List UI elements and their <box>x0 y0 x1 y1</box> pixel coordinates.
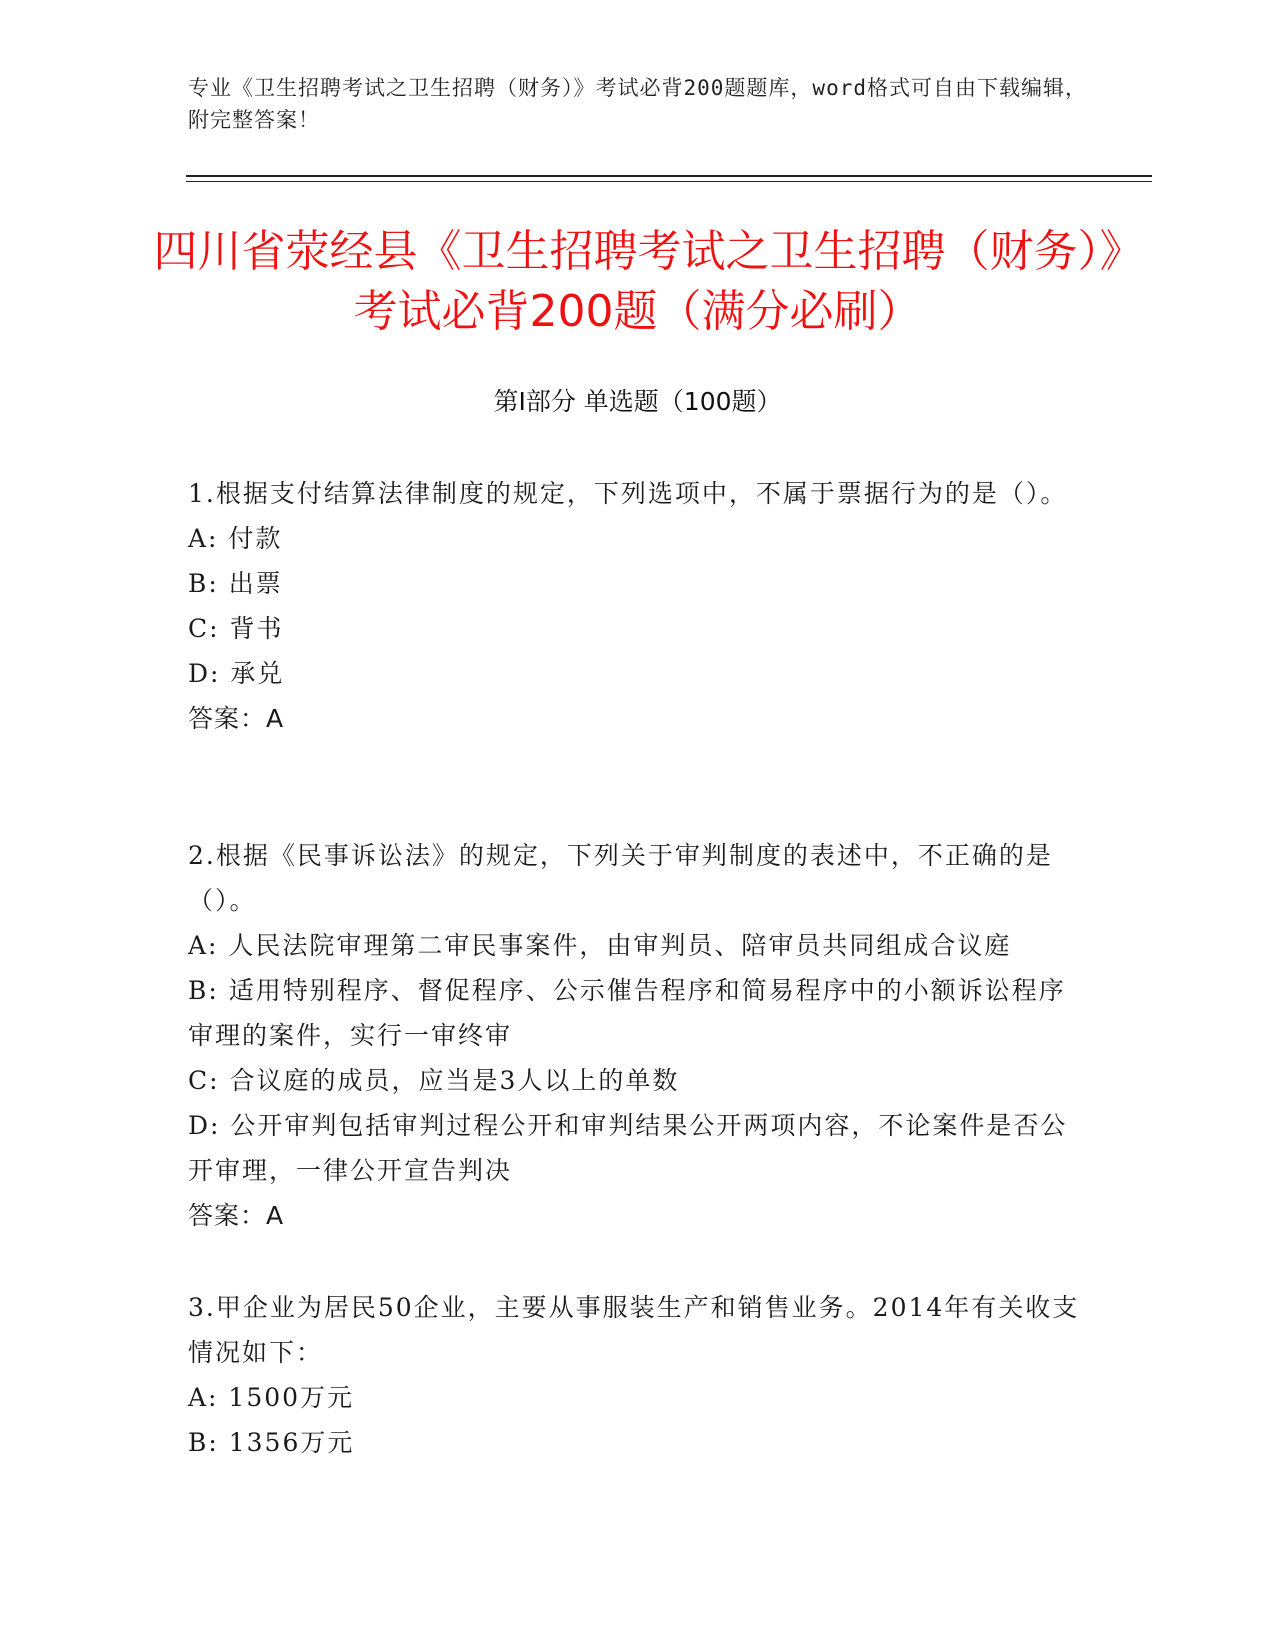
option-c: C: 合议庭的成员，应当是3人以上的单数 <box>188 1066 680 1095</box>
header-rule-thick <box>186 175 1152 177</box>
header-rule-thin <box>186 181 1152 182</box>
question-stem: 1.根据支付结算法律制度的规定，下列选项中，不属于票据行为的是（）。 <box>188 479 1068 508</box>
option-a: A: 付款 <box>188 524 283 553</box>
question-stem: 3.甲企业为居民50企业，主要从事服装生产和销售业务。2014年有关收支情况如下： <box>188 1293 1080 1367</box>
answer: 答案：A <box>188 704 285 733</box>
answer: 答案：A <box>188 1201 285 1230</box>
header-note: 专业《卫生招聘考试之卫生招聘（财务）》考试必背200题题库，word格式可自由下载编辑，附完整答案！ <box>188 76 1087 132</box>
question-3 <box>188 1285 1088 1465</box>
section-title: 第I部分 单选题（100题） <box>493 387 782 416</box>
question-1 <box>188 471 1088 741</box>
question-stem: 2.根据《民事诉讼法》的规定，下列关于审判制度的表述中，不正确的是（）。 <box>188 841 1053 915</box>
option-a: A: 1500万元 <box>188 1383 355 1412</box>
option-b: B: 适用特别程序、督促程序、公示催告程序和简易程序中的小额诉讼程序审理的案件，实行一审终审 <box>188 976 1066 1050</box>
option-c: C: 背书 <box>188 614 284 643</box>
option-d: D: 公开审判包括审判过程公开和审判结果公开两项内容，不论案件是否公开审理，一律公开宣告判决 <box>188 1111 1068 1185</box>
option-b: B: 1356万元 <box>188 1428 355 1457</box>
option-a: A: 人民法院审理第二审民事案件，由审判员、陪审员共同组成合议庭 <box>188 931 1012 960</box>
option-d: D: 承兑 <box>188 659 285 688</box>
document-title: 四川省荥经县《卫生招聘考试之卫生招聘（财务）》考试必背200题（满分必刷） <box>153 226 1122 337</box>
option-b: B: 出票 <box>188 569 283 598</box>
question-2 <box>188 833 1088 1238</box>
